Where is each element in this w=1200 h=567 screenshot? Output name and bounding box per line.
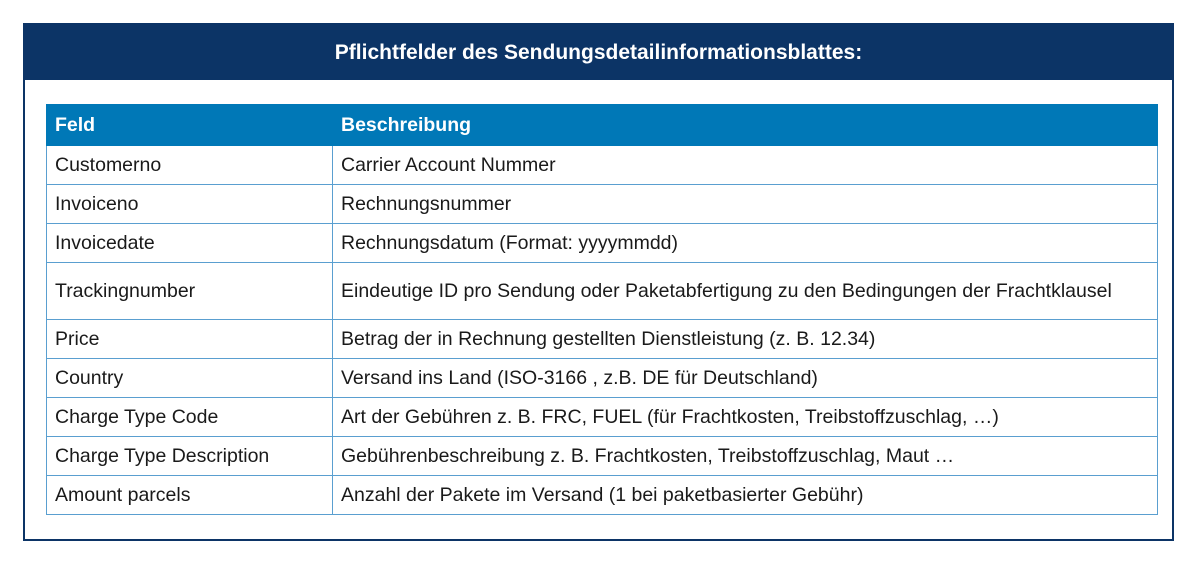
table-row xyxy=(47,263,1158,320)
field-name-cell: Invoicedate xyxy=(47,224,333,263)
table-header-row xyxy=(47,105,1158,146)
field-description-cell: Carrier Account Nummer xyxy=(333,146,1158,185)
table-row xyxy=(47,224,1158,263)
field-description-cell: Rechnungsnummer xyxy=(333,185,1158,224)
field-description-cell: Versand ins Land (ISO-3166 , z.B. DE für Deutschland) xyxy=(333,359,1158,398)
field-name-cell: Invoiceno xyxy=(47,185,333,224)
panel-title: Pflichtfelder des Sendungsdetailinformationsblattes: xyxy=(25,25,1172,80)
column-header-field: Feld xyxy=(47,105,333,146)
field-name-cell: Price xyxy=(47,320,333,359)
table-row xyxy=(47,146,1158,185)
fields-table xyxy=(46,104,1158,515)
field-description-cell: Art der Gebühren z. B. FRC, FUEL (für Frachtkosten, Treibstoffzuschlag, …) xyxy=(333,398,1158,437)
field-name-cell: Country xyxy=(47,359,333,398)
field-name-cell: Charge Type Description xyxy=(47,437,333,476)
table-row xyxy=(47,320,1158,359)
table-row xyxy=(47,359,1158,398)
field-description-cell: Rechnungsdatum (Format: yyyymmdd) xyxy=(333,224,1158,263)
field-name-cell: Customerno xyxy=(47,146,333,185)
field-description-cell: Eindeutige ID pro Sendung oder Paketabfertigung zu den Bedingungen der Frachtklausel xyxy=(333,263,1158,320)
table-row xyxy=(47,185,1158,224)
table-row xyxy=(47,476,1158,515)
field-name-cell: Amount parcels xyxy=(47,476,333,515)
table-row xyxy=(47,398,1158,437)
column-header-description: Beschreibung xyxy=(333,105,1158,146)
field-description-cell: Gebührenbeschreibung z. B. Frachtkosten, Treibstoffzuschlag, Maut … xyxy=(333,437,1158,476)
field-description-cell: Anzahl der Pakete im Versand (1 bei paketbasierter Gebühr) xyxy=(333,476,1158,515)
table-row xyxy=(47,437,1158,476)
panel-frame xyxy=(23,23,1174,541)
field-description-cell: Betrag der in Rechnung gestellten Dienstleistung (z. B. 12.34) xyxy=(333,320,1158,359)
field-name-cell: Trackingnumber xyxy=(47,263,333,320)
field-name-cell: Charge Type Code xyxy=(47,398,333,437)
